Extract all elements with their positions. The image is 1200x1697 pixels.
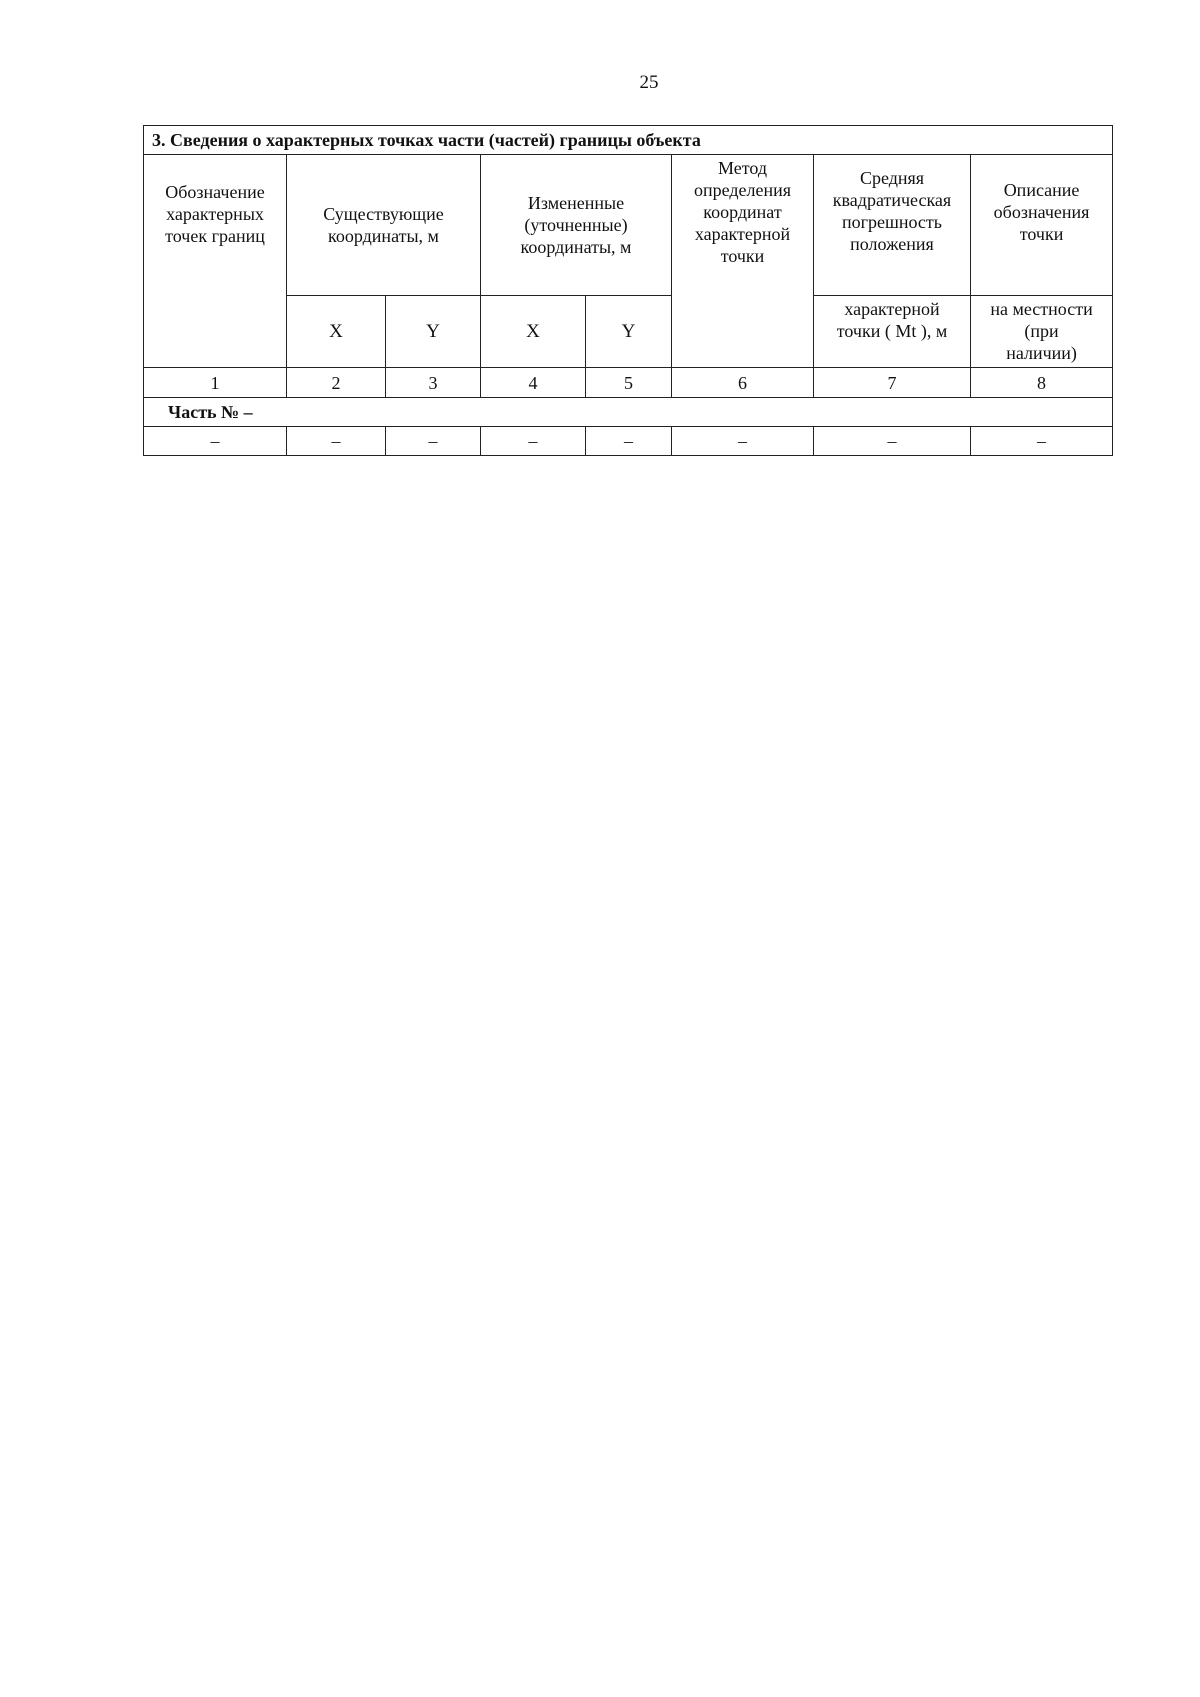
column-number: 4 — [481, 368, 586, 398]
table-cell: – — [814, 427, 971, 456]
header-existing-x: X — [287, 296, 386, 368]
column-number: 3 — [386, 368, 481, 398]
page-number: 25 — [639, 72, 659, 93]
column-number: 1 — [144, 368, 287, 398]
column-numbers-row — [144, 368, 1113, 398]
header-changed-coordinates: Измененные (уточненные) координаты, м — [481, 155, 672, 296]
header-existing-coordinates: Существующие координаты, м — [287, 155, 481, 296]
table-cell: – — [144, 427, 287, 456]
table-row — [144, 427, 1113, 456]
header-existing-y: Y — [386, 296, 481, 368]
table-cell: – — [481, 427, 586, 456]
header-changed-y: Y — [586, 296, 672, 368]
header-method: Метод определения координат характерной точки — [672, 155, 814, 368]
column-number: 2 — [287, 368, 386, 398]
header-mean-square-error: Средняя квадратическая погрешность положения — [814, 155, 971, 296]
table-cell: – — [386, 427, 481, 456]
column-number: 8 — [971, 368, 1113, 398]
header-changed-x: X — [481, 296, 586, 368]
table-cell: – — [971, 427, 1113, 456]
part-label: Часть № – — [144, 398, 1113, 427]
table-cell: – — [672, 427, 814, 456]
table-cell: – — [586, 427, 672, 456]
header-point-description: Описание обозначения точки — [971, 155, 1113, 296]
table-title: 3. Сведения о характерных точках части (частей) границы объекта — [144, 126, 1113, 155]
column-number: 5 — [586, 368, 672, 398]
header-error-sub: характерной точки ( Mt ), м — [814, 296, 971, 368]
header-designation: Обозначение характерных точек границ — [144, 155, 287, 368]
table-cell: – — [287, 427, 386, 456]
column-number: 6 — [672, 368, 814, 398]
characteristic-points-table — [143, 125, 1113, 456]
column-number: 7 — [814, 368, 971, 398]
header-description-sub: на местности (при наличии) — [971, 296, 1113, 368]
